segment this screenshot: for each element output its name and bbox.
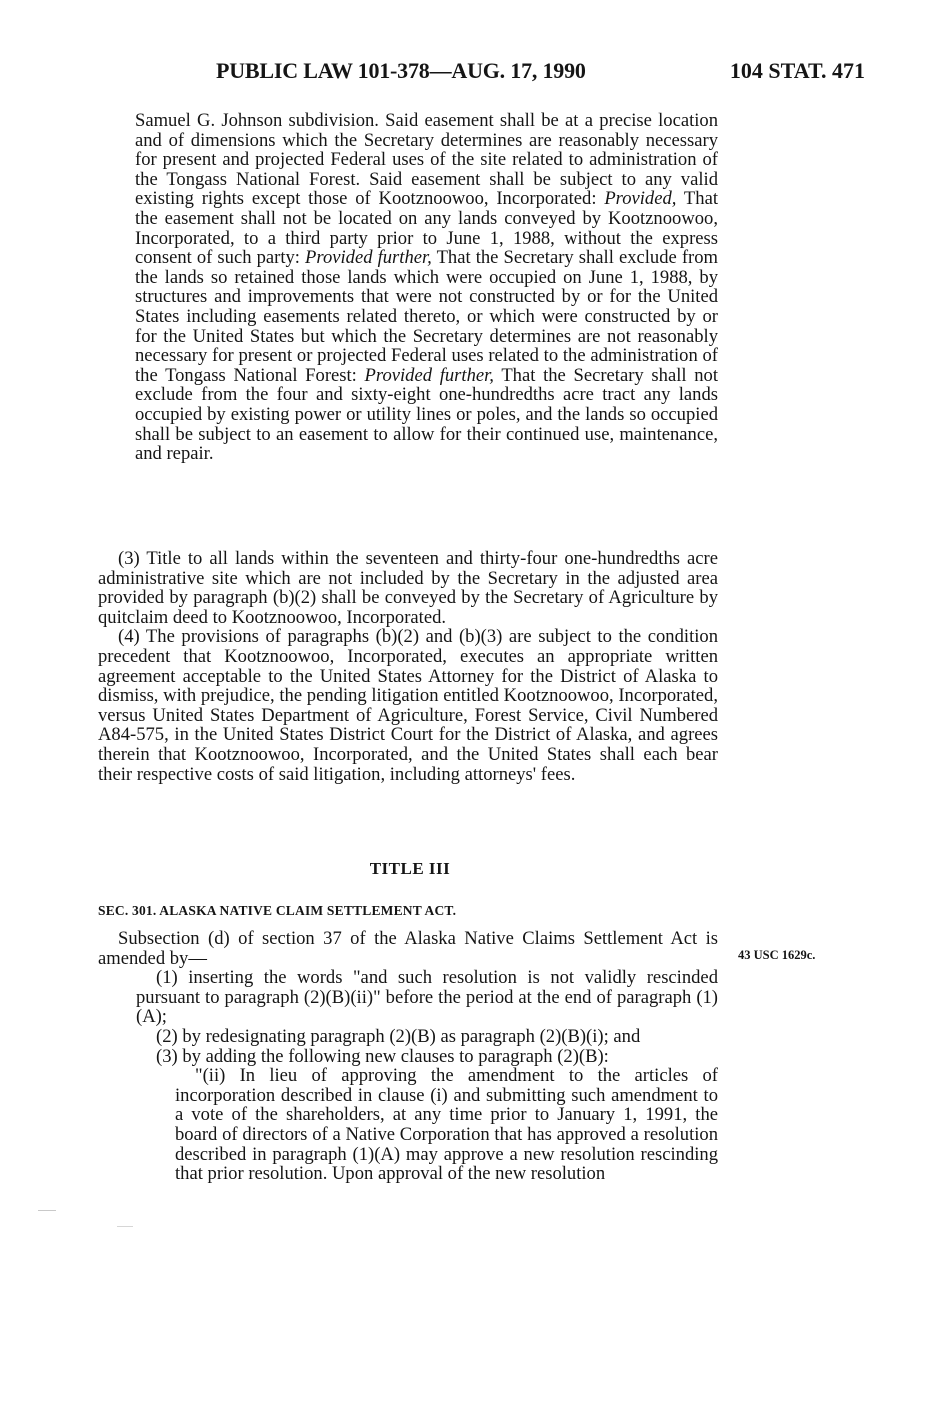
quoted-clause-ii: "(ii) In lieu of approving the amendment to the articles of incorporation described in clause (i) and submitting such amendment to a vote of the shareholders, at any time prior to January 1, 1991, the board of directors of a Native Corporation that has approved a resolution described in paragraph (1)(A) may approve a new resolution rescinding that prior resolution. Upon approval of the new resolution <box>175 1065 718 1185</box>
paragraph-3: (3) Title to all lands within the seventeen and thirty-four one-hundredths acre administrative site which are not included by the Secretary in the adjusted area provided by paragraph (b)(2) shall be conveyed by the Secretary of Agriculture by quitclaim deed to Kootznoowoo, Incorporated. <box>98 548 718 628</box>
scan-mark <box>38 1210 56 1211</box>
amendment-item-2: (2) by redesignating paragraph (2)(B) as paragraph (2)(B)(i); and <box>156 1025 641 1047</box>
amendment-item-3: (3) by adding the following new clauses to paragraph (2)(B): <box>156 1045 609 1067</box>
section-intro: Subsection (d) of section 37 of the Alaska Native Claims Settlement Act is amended by— <box>98 928 718 969</box>
running-head <box>0 58 949 88</box>
para-a-text-1: Samuel G. Johnson subdivision. Said easement shall be at a precise location and of dimensions which the Secretary determines are reasonably necessary for present and projected Federal uses of the site related to administration of the Tongass National Forest. Said easement shall be subject to any valid existing rights except those of Kootznoowoo, Incorporated: <box>135 110 718 210</box>
paragraphs-3-4 <box>98 549 718 784</box>
paragraph-4: (4) The provisions of paragraphs (b)(2) and (b)(3) are subject to the condition precedent that Kootznoowoo, Incorporated, executes an appropriate written agreement acceptable to the United States Attorney for the District of Alaska to dismiss, with prejudice, the pending litigation entitled Kootznoowoo, Incorporated, versus United States Department of Agriculture, Forest Service, Civil Numbered A84-575, in the United States District Court for the District of Alaska, and agrees therein that Kootznoowoo, Incorporated, and the United States shall each bear their respective costs of said litigation, including attorneys' fees. <box>98 626 718 785</box>
amendment-item-1-text: (1) inserting the words "and such resolution is not validly rescinded pursuant to paragraph (2)(B)(ii)" before the period at the end of paragraph (1)(A); <box>136 967 718 1028</box>
margin-citation: 43 USC 1629c. <box>738 948 816 962</box>
para-a-text-4: That the Secretary shall not exclude from the four and sixty-eight one-hundredths acre tract any lands occupied by existing power or utility lines or poles, and the lands so occupied shall be subject to an easement to allow for their continued use, maintenance, and repair. <box>135 364 718 465</box>
amendment-item-1 <box>98 968 718 1027</box>
title-heading: TITLE III <box>369 859 451 878</box>
continued-paragraph <box>135 111 718 464</box>
section-301-body <box>98 929 718 1184</box>
section-heading: SEC. 301. ALASKA NATIVE CLAIM SETTLEMENT ACT. <box>98 903 457 918</box>
para-a-text-3: That the Secretary shall exclude from the lands so retained those lands which were occupied on June 1, 1988, by structures and improvements that were not constructed by or for the United States including easements related thereto, or which were constructed by or for the United States but which the Secretary determines are not reasonably necessary for present or projected Federal uses related to the administration of the Tongass National Forest: <box>135 247 718 386</box>
page-title: PUBLIC LAW 101-378—AUG. 17, 1990 <box>216 58 586 83</box>
proviso-3: Provided further, <box>364 364 494 386</box>
proviso-1: Provided, <box>604 188 677 210</box>
scan-mark <box>117 1226 133 1227</box>
para-a-text-2: That the easement shall not be located on any lands conveyed by Kootznoowoo, Incorporated, to a third party prior to June 1, 1988, without the express consent of such party: <box>135 188 718 269</box>
proviso-2: Provided further, <box>305 247 432 269</box>
stat-page-number: 104 STAT. 471 <box>729 58 865 83</box>
